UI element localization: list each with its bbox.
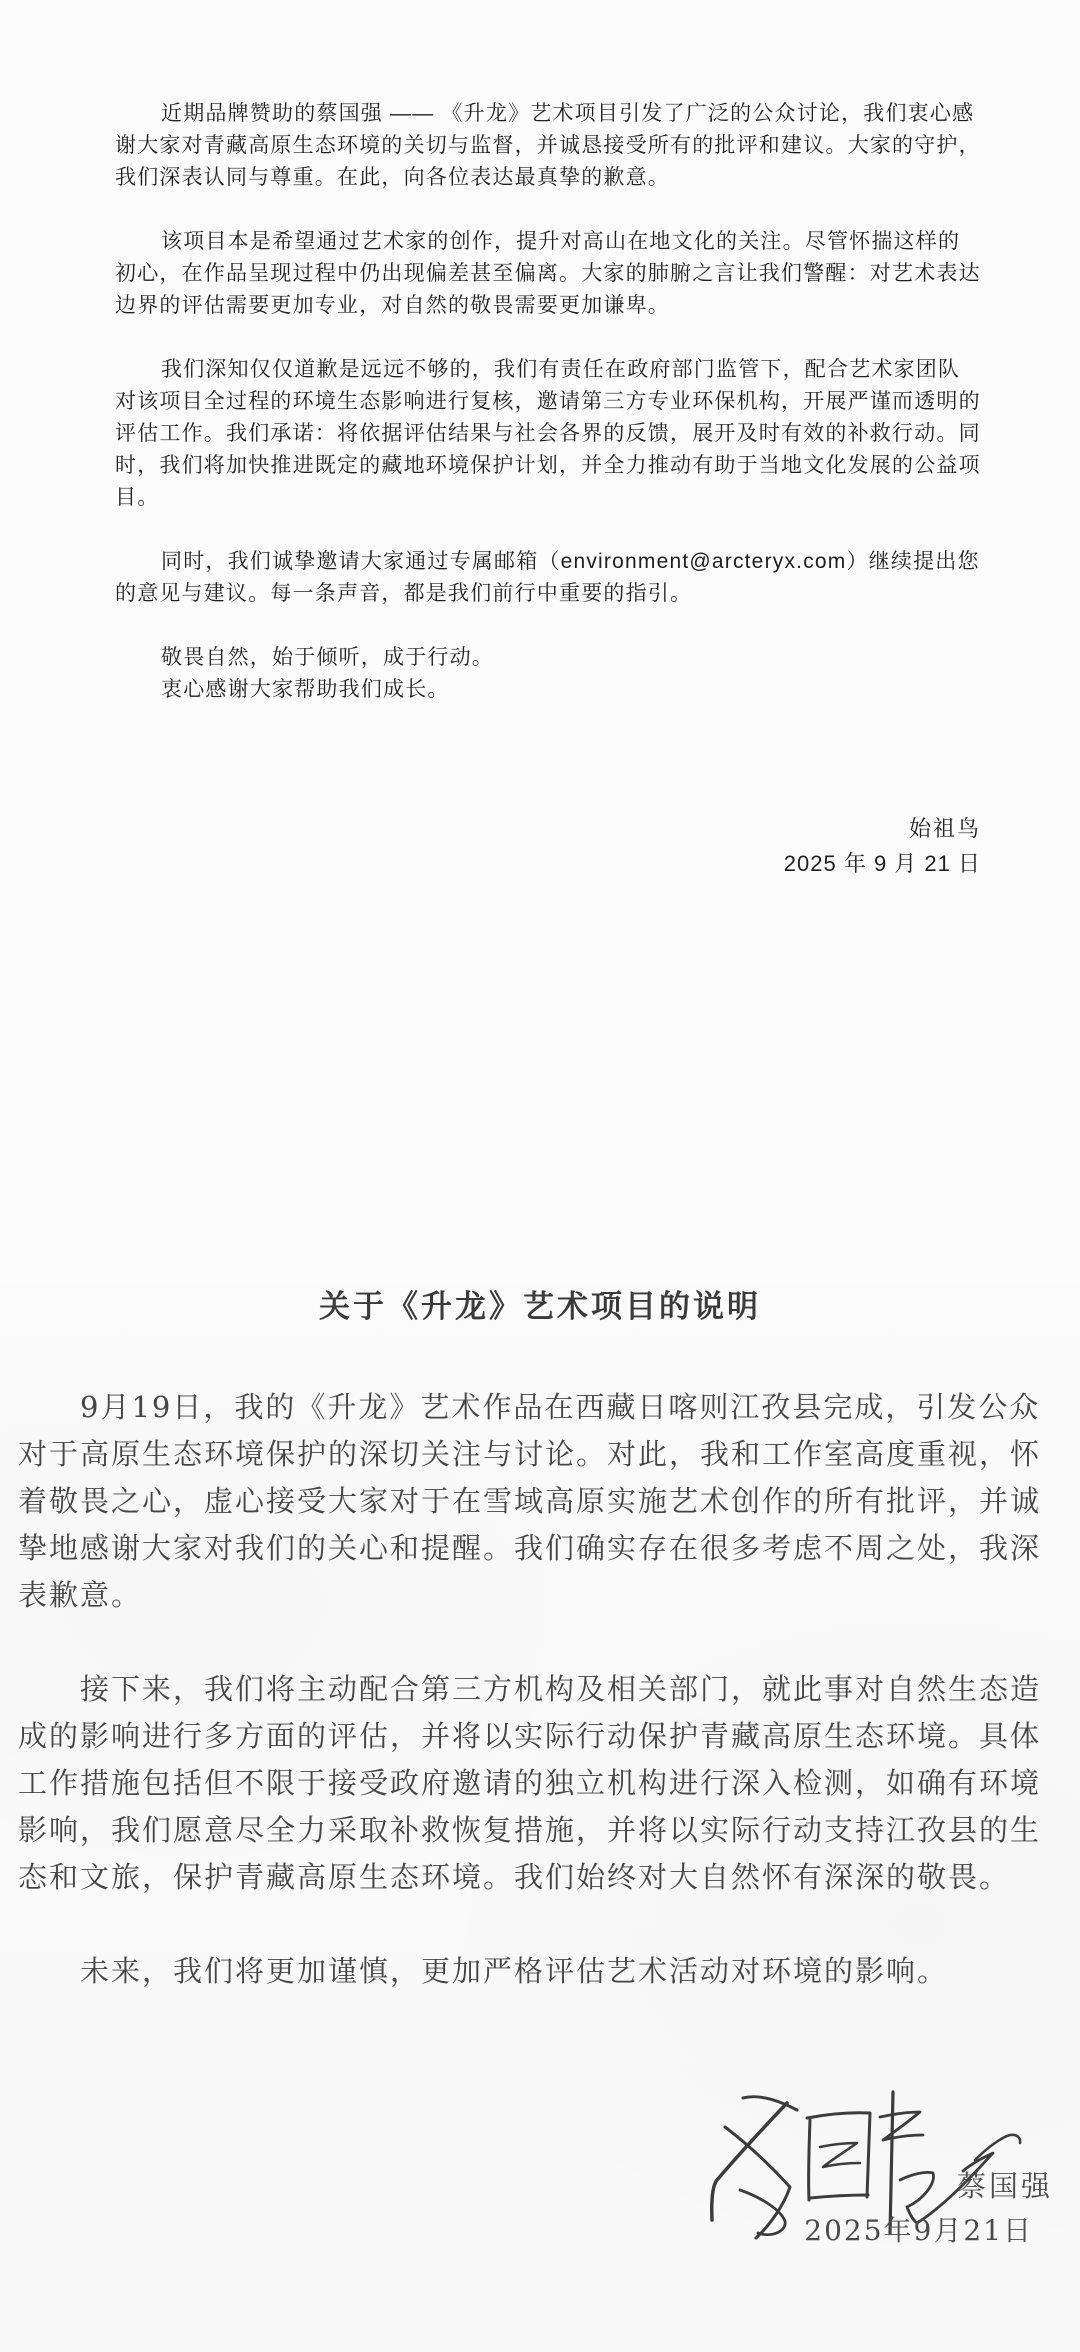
artist-printed-name: 蔡国强: [956, 2169, 1053, 2203]
brand-closing-lines: [115, 642, 981, 706]
brand-paragraph-4: 同时，我们诚挚邀请大家通过专属邮箱（environment@arcteryx.com）继续提出您的意见与建议。每一条声音，都是我们前行中重要的指引。: [115, 550, 980, 605]
brand-statement-section: [0, 0, 1080, 882]
artist-statement-section: [0, 1284, 1080, 2352]
brand-paragraph-2: 该项目本是希望通过艺术家的创作，提升对高山在地文化的关注。尽管怀揣这样的初心，在作品呈现过程中仍出现偏差甚至偏离。大家的肺腑之言让我们警醒：对艺术表达边界的评估需要更加专业，对自然的敬畏需要更加谦卑。: [115, 230, 981, 317]
artist-statement-date: 2025年9月21日: [804, 2214, 1033, 2247]
artist-paragraph-1: 9月19日，我的《升龙》艺术作品在西藏日喀则江孜县完成，引发公众对于高原生态环境保护的深切关注与讨论。对此，我和工作室高度重视，怀着敬畏之心，虚心接受大家对于在雪域高原实施艺术创作的所有批评，并诚挚地感谢大家对我们的关心和提醒。我们确实存在很多考虑不周之处，我深表歉意。: [18, 1390, 1042, 1612]
brand-signer-name: 始祖鸟: [908, 816, 981, 841]
brand-statement-date: 2025 年 9 月 21 日: [783, 851, 981, 876]
artist-paragraph-3: 未来，我们将更加谨慎，更加严格评估艺术活动对环境的影响。: [80, 1954, 949, 1988]
brand-closing-line-1: 敬畏自然，始于倾听，成于行动。: [161, 646, 494, 669]
brand-paragraph-1: 近期品牌赞助的蔡国强 —— 《升龙》艺术项目引发了广泛的公众讨论，我们衷心感谢大家对青藏高原生态环境的关切与监督，并诚恳接受所有的批评和建议。大家的守护，我们深表认同与尊重。在此，向各位表达最真挚的歉意。: [115, 102, 981, 189]
artist-statement-title: 关于《升龙》艺术项目的说明: [319, 1289, 761, 1325]
brand-closing-line-2: 衷心感谢大家帮助我们成长。: [161, 678, 450, 701]
artist-paragraph-2: 接下来，我们将主动配合第三方机构及相关部门，就此事对自然生态造成的影响进行多方面的评估，并将以实际行动保护青藏高原生态环境。具体工作措施包括但不限于接受政府邀请的独立机构进行深入检测，如确有环境影响，我们愿意尽全力采取补救恢复措施，并将以实际行动支持江孜县的生态和文旅，保护青藏高原生态环境。我们始终对大自然怀有深深的敬畏。: [18, 1672, 1042, 1894]
brand-signature-block: [115, 812, 981, 882]
artist-signature-area: [0, 1995, 1080, 2352]
brand-paragraph-3: 我们深知仅仅道歉是远远不够的，我们有责任在政府部门监管下，配合艺术家团队对该项目全过程的环境生态影响进行复核，邀请第三方专业环保机构，开展严谨而透明的评估工作。我们承诺：将依据评估结果与社会各界的反馈，展开及时有效的补救行动。同时，我们将加快推进既定的藏地环境保护计划，并全力推动有助于当地文化发展的公益项目。: [115, 358, 981, 509]
